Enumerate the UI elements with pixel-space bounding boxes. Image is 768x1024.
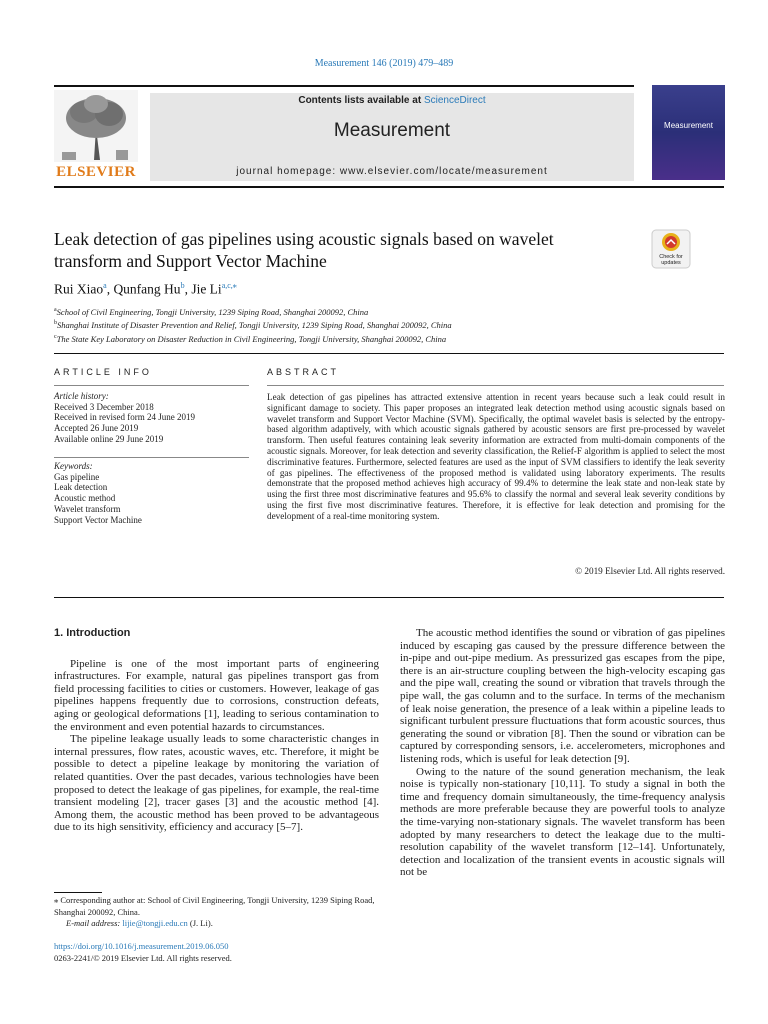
author-affiliation-link[interactable]: a,c,⁎ — [221, 281, 237, 290]
journal-title: Measurement — [333, 120, 451, 141]
abstract-text: Leak detection of gas pipelines has attracted extensive attention in recent years because such a leak could result in significant damage to society. This paper proposes an integrated leak detection method using acoustic signals based on wavelet transform and Support Vector Machine (SVM). Specifically, the optimal wavelet basis is selected by the entropy-based algorithm adaptively, with which acoustic signals gathered by acoustic sensors are first pre-processed by wavelet transform. Then useful features containing leak severity information are extracted from multi-domain components of the acoustic signals. Moreover, for leak detection and severity classification, the Relief-F algorithm is applied to select the most discriminative features. Furthermore, selected features are used as the input of SVM classifiers to identify the leak severity of gas pipelines. The effectiveness of the proposed method is validated using laboratory experiments. The results demonstrate that the proposed method achieves high accuracy of 99.4% to determine the leak state and non-leak state by using the first three most discriminative features and 95.6% to classify the normal and several leak severity conditions by using the first five most discriminative features. Therefore, it is effective for leak detection and promising for the development of a real-time monitoring system. — [267, 392, 725, 521]
affiliation-list — [54, 305, 452, 345]
contents-prefix: Contents lists available at — [298, 95, 422, 106]
body-paragraph: The acoustic method identifies the sound or vibration of gas pipelines induced by escaping gas caused by the pressure difference between the in-pipe and out-pipe medium. As pressurized gas escapes from the pipe, there is an air-structure coupling between the high-velocity escaping gas and the pipe wall, creating the sound or vibration that travels through the pipe wall, the gas column and to the surface. In terms of the mechanism of leak noise generation, the presence of a leak within a pipeline leads to significant turbulent pressure fluctuations that form acoustic sources, thus generating the sound or vibration [8]. Then the sound or vibration can be captured by corresponding sensors, i.e. accelerometers, microphones and listening rods, which is useful for leak detection [9]. — [400, 627, 725, 765]
keyword-item: Support Vector Machine — [54, 514, 142, 525]
keywords — [54, 461, 249, 525]
article-title — [54, 228, 644, 272]
affiliation-item: $^c$The State Key Laboratory on Disaster Reduction in Civil Engineering, Tongji University, Shanghai 200092, China — [54, 333, 447, 344]
keyword-item: Wavelet transform — [54, 503, 121, 514]
footnote — [54, 895, 379, 930]
body-column-right — [400, 627, 725, 879]
keyword-item: Leak detection — [54, 482, 108, 493]
keywords-rule — [54, 457, 249, 458]
masthead-bottom-rule — [54, 186, 724, 188]
affiliation-item: $^b$Shanghai Institute of Disaster Prevention and Relief, Tongji University, 1239 Siping Road, Shanghai 200092, China — [54, 320, 452, 331]
elsevier-wordmark: ELSEVIER — [56, 164, 136, 180]
article-title-line-1: Leak detection of gas pipelines using acoustic signals based on wavelet — [54, 229, 554, 249]
article-title-line-2: transform and Support Vector Machine — [54, 251, 327, 271]
article-info-heading: ARTICLE INFO — [54, 367, 152, 377]
email-line — [54, 918, 379, 930]
history-item: Accepted 26 June 2019 — [54, 423, 139, 434]
author-name: Jie Li — [191, 281, 222, 297]
history-label: Article history: — [54, 391, 109, 401]
corresponding-author-note: ⁎ Corresponding author at: School of Civil Engineering, Tongji University, 1239 Siping Road, Shanghai 200092, China. — [54, 895, 375, 917]
sciencedirect-link[interactable]: ScienceDirect — [423, 95, 486, 106]
body-paragraph: The pipeline leakage usually leads to some characteristic changes in internal pressures, flow rates, acoustic waves, etc. Therefore, it might be possible to detect a pipeline leakage by monitoring the variation of related quantities. Over the past decades, various technologies have been proposed to detect the leakage of gas pipelines, for example, the real-time transient modeling [2], tracer gases [3] and the acoustic method [4]. Among them, the acoustic method has been proved to be advantageous due to its high sensitivity, efficiency and accuracy [5–7]. — [54, 733, 379, 834]
affiliation-item: $^a$School of Civil Engineering, Tongji University, 1239 Siping Road, Shanghai 200092, China — [54, 306, 369, 317]
journal-cover-image[interactable] — [652, 85, 725, 180]
author-name: Qunfang Hu — [113, 281, 181, 297]
section-heading: 1. Introduction — [54, 627, 131, 639]
crossmark-label: Check for updates — [659, 254, 683, 266]
author-name: Rui Xiao — [54, 281, 104, 297]
author-list: Rui Xiao$^a$, Qunfang Hu$^b$, Jie $Li^{a,c,⁎}$ — [54, 281, 237, 297]
masthead-top-rule — [54, 85, 634, 87]
email-link[interactable]: lijie@tongji.edu.cn — [122, 918, 188, 928]
body-paragraph: Pipeline is one of the most important parts of engineering infrastructures. For example, natural gas pipelines transport gas from field processing facilities to cities or customers. However, leakage of gas pipelines happens frequently due to corrosions, construction defeats, aging or geological deformations [1], leading to serious contamination to the environment and even potential hazards to circumstances. — [54, 657, 379, 733]
section-divider — [54, 353, 724, 354]
author-affiliation-link[interactable]: a — [103, 281, 107, 290]
doi-block — [54, 941, 232, 964]
history-item: Received 3 December 2018 — [54, 401, 154, 412]
history-item: Available online 29 June 2019 — [54, 433, 164, 444]
body-paragraph: Owing to the nature of the sound generation mechanism, the leak noise is typically non-stationary [10,11]. To study a signal in both the time and frequency domain simultaneously, the time-frequency analysis methods are more preferable because they are powerful tools to analyze the time-varying non-stationary signals. The wavelet transform has been adopted by many researchers to detect the leakage due to the multi-resolution capability of the wavelet transform [12–14]. Unfortunately, detection and localization of the transient events in acoustic signals will not be — [400, 765, 725, 879]
abstract-copyright: © 2019 Elsevier Ltd. All rights reserved. — [575, 566, 725, 576]
footnote-rule — [54, 892, 102, 893]
keyword-item: Gas pipeline — [54, 471, 100, 482]
journal-citation-link[interactable]: Measurement 146 (2019) 479–489 — [314, 58, 454, 69]
keywords-label: Keywords: — [54, 461, 93, 471]
email-label: E-mail address: — [66, 918, 121, 928]
article-info-rule — [54, 385, 249, 386]
section-divider — [54, 597, 724, 598]
doi-link[interactable]: https://doi.org/10.1016/j.measurement.2019.06.050 — [54, 941, 229, 951]
abstract-heading: ABSTRACT — [267, 367, 340, 377]
issn-line: 0263-2241/© 2019 Elsevier Ltd. All rights reserved. — [54, 952, 232, 963]
journal-homepage[interactable]: journal homepage: www.elsevier.com/locate/measurement — [236, 166, 548, 177]
keyword-item: Acoustic method — [54, 493, 116, 504]
history-item: Received in revised form 24 June 2019 — [54, 412, 195, 423]
body-column-left — [54, 627, 379, 834]
cover-title: Measurement — [664, 121, 713, 130]
author-affiliation-link[interactable]: b — [180, 281, 185, 290]
article-history — [54, 391, 249, 445]
contents-line — [150, 95, 634, 106]
abstract-rule — [267, 385, 724, 386]
email-suffix: (J. Li). — [189, 918, 213, 928]
